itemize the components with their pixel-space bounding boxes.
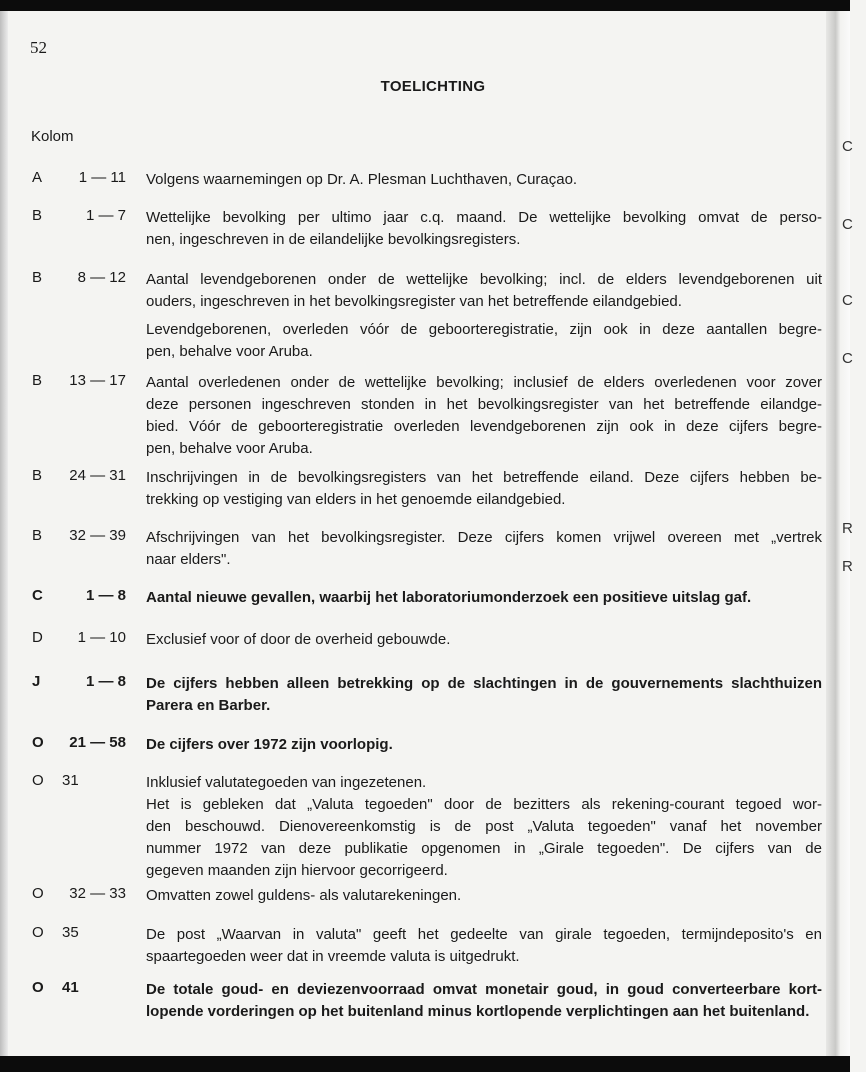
note-paragraph [146, 527, 822, 571]
page-number: 52 [30, 38, 47, 57]
note-text [146, 924, 822, 968]
text-line: Het is gebleken dat „Valuta tegoeden" door de bezitters als rekening-courant tegoed wor- [146, 796, 822, 813]
note-paragraph [146, 734, 822, 756]
text-line: Inschrijvingen in de bevolkingsregisters van het betreffende eiland. Deze cijfers hebben be- [146, 469, 822, 486]
text-line: pen, behalve voor Aruba. [146, 343, 313, 360]
note-column-range: 31 [62, 772, 79, 789]
note-column-range: 1 — 11 [78, 169, 126, 186]
note-text [146, 772, 822, 882]
note-paragraph [146, 794, 822, 882]
note-paragraph [146, 587, 822, 609]
note-text [146, 269, 822, 363]
facing-page-letter: R [842, 520, 853, 537]
text-line: deze personen ingeschreven stonden in het bevolkingsregister van het betreffende eilandge- [146, 396, 822, 413]
text-line: Volgens waarnemingen op Dr. A. Plesman Luchthaven, Curaçao. [146, 171, 578, 188]
text-line: Aantal overledenen onder de wettelijke bevolking; inclusief de elders overledenen voor zover [146, 374, 822, 391]
note-column-range: 32 — 39 [69, 527, 126, 544]
text-line: Aantal levendgeborenen onder de wettelijke bevolking; incl. de elders levendgeborenen uit [146, 271, 822, 288]
facing-page-letter: C [842, 350, 853, 367]
note-text [146, 979, 822, 1023]
text-line: spaartegoeden weer dat in vreemde valuta is uitgedrukt. [146, 948, 520, 965]
note-paragraph [146, 207, 822, 251]
note-column-range: 21 — 58 [69, 734, 126, 751]
note-paragraph [146, 169, 822, 191]
note-paragraph [146, 979, 822, 1023]
note-text [146, 169, 822, 191]
note-text [146, 587, 822, 609]
note-text [146, 372, 822, 460]
note-text [146, 734, 822, 756]
note-paragraph [146, 924, 822, 968]
note-column-range: 1 — 7 [85, 207, 126, 224]
text-line: De totale goud- en deviezenvoorraad omvat monetair goud, in goud converteerbare kort- [146, 981, 822, 998]
note-paragraph [146, 673, 822, 717]
note-paragraph [146, 772, 822, 794]
note-paragraph [146, 629, 822, 651]
note-text [146, 885, 822, 907]
note-column-letter: B [32, 207, 43, 224]
note-column-letter: A [32, 169, 43, 186]
note-column-letter: C [32, 587, 43, 604]
note-text [146, 629, 822, 651]
text-line: nummer 1972 van deze publikatie opgenomen in „Girale tegoeden". De cijfers van de [146, 840, 822, 857]
note-paragraph [146, 319, 822, 363]
note-text [146, 207, 822, 251]
note-column-letter: B [32, 467, 43, 484]
note-column-range: 8 — 12 [77, 269, 126, 286]
text-line: Aantal nieuwe gevallen, waarbij het laboratoriumonderzoek een positieve uitslag gaf. [146, 589, 752, 606]
note-text [146, 673, 822, 717]
note-column-range: 1 — 10 [77, 629, 126, 646]
note-column-range: 1 — 8 [85, 587, 126, 604]
note-paragraph [146, 467, 822, 511]
text-line: Levendgeborenen, overleden vóór de geboorteregistratie, zijn ook in deze aantallen begre- [146, 321, 822, 338]
note-column-letter: O [32, 924, 44, 941]
note-column-letter: B [32, 527, 43, 544]
text-line: Omvatten zowel guldens- als valutarekeningen. [146, 887, 462, 904]
facing-page-letter: C [842, 216, 853, 233]
note-column-range: 24 — 31 [69, 467, 126, 484]
text-line: bied. Vóór de geboorteregistratie overleden levendgeborenen zijn ook in deze cijfers begre- [146, 418, 822, 435]
text-line: pen, behalve voor Aruba. [146, 440, 313, 457]
text-line: naar elders". [146, 551, 231, 568]
note-column-letter: O [32, 772, 44, 789]
note-column-letter: O [32, 979, 44, 996]
text-line: trekking op vestiging van elders in het genoemde eilandgebied. [146, 491, 566, 508]
page-left-edge [0, 11, 8, 1056]
text-line: De post „Waarvan in valuta" geeft het gedeelte van girale tegoeden, termijndeposito's en [146, 926, 822, 943]
text-line: Parera en Barber. [146, 697, 271, 714]
facing-page-letter: R [842, 558, 853, 575]
text-line: nen, ingeschreven in de eilandelijke bevolkingsregisters. [146, 231, 521, 248]
note-column-range: 35 [62, 924, 79, 941]
note-column-letter: J [32, 673, 41, 690]
text-line: ouders, ingeschreven in het bevolkingsregister van het betreffende eilandgebied. [146, 293, 682, 310]
note-paragraph [146, 372, 822, 460]
note-column-letter: B [32, 269, 43, 286]
note-column-letter: O [32, 885, 44, 902]
page-title: TOELICHTING [380, 78, 486, 95]
note-column-letter: B [32, 372, 43, 389]
scan-top-border [0, 0, 850, 11]
facing-page-letter: C [842, 138, 853, 155]
note-column-range: 13 — 17 [69, 372, 126, 389]
text-line: Inklusief valutategoeden van ingezetenen. [146, 774, 427, 791]
note-column-range: 41 [62, 979, 79, 996]
text-line: De cijfers over 1972 zijn voorlopig. [146, 736, 393, 753]
text-line: Afschrijvingen van het bevolkingsregister. Deze cijfers komen vrijwel overeen met „vertrek [146, 529, 822, 546]
scan-bottom-border [0, 1056, 850, 1072]
text-line: den beschouwd. Dienovereenkomstig is de post „Valuta tegoeden" vanaf het november [146, 818, 822, 835]
text-line: lopende vorderingen op het buitenland minus kortlopende verplichtingen aan het buitenland. [146, 1003, 810, 1020]
text-line: Wettelijke bevolking per ultimo jaar c.q. maand. De wettelijke bevolking omvat de perso- [146, 209, 822, 226]
note-column-range: 32 — 33 [69, 885, 126, 902]
note-column-letter: D [32, 629, 43, 646]
text-line: gegeven maanden zijn hiervoor gecorrigeerd. [146, 862, 448, 879]
note-text [146, 527, 822, 571]
note-column-letter: O [32, 734, 44, 751]
facing-page-letter: C [842, 292, 853, 309]
text-line: De cijfers hebben alleen betrekking op de slachtingen in de gouvernements slachthuizen [146, 675, 822, 692]
text-line: Exclusief voor of door de overheid gebouwde. [146, 631, 451, 648]
note-paragraph [146, 885, 822, 907]
note-paragraph [146, 269, 822, 313]
note-column-range: 1 — 8 [85, 673, 126, 690]
column-header: Kolom [31, 128, 74, 145]
note-text [146, 467, 822, 511]
